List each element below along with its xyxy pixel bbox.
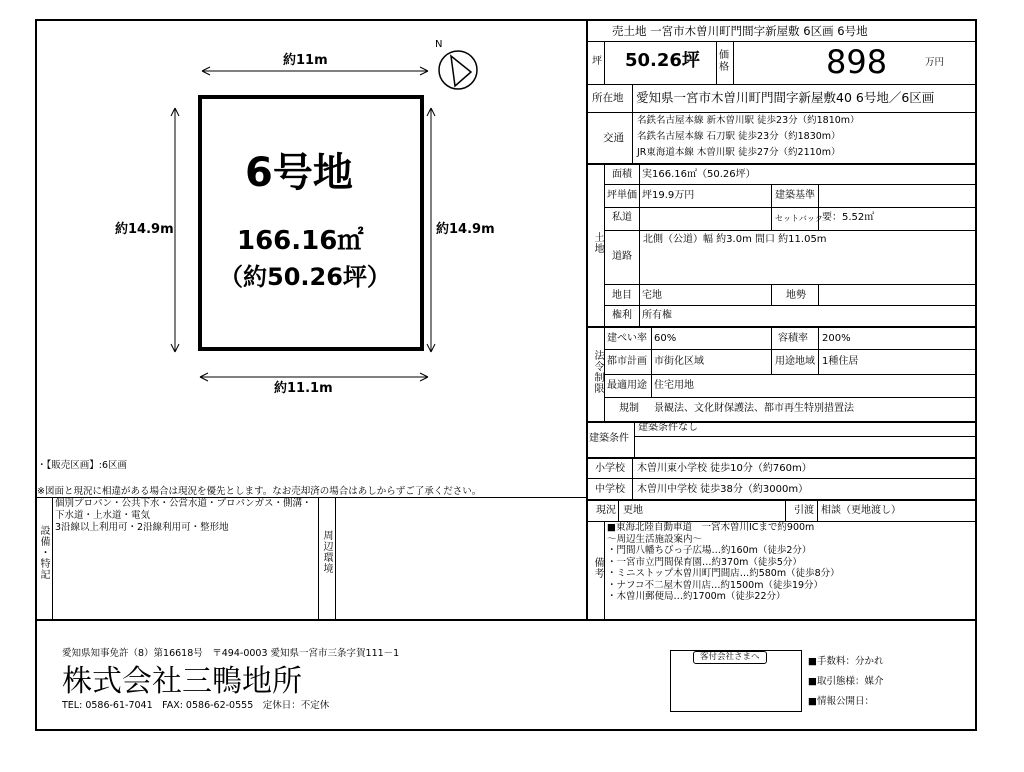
rights-label: 権利 [612,310,632,321]
handover-label: 引渡 [794,505,814,516]
lot-outline [198,95,424,351]
equipment-divider-3 [335,497,336,621]
row-line [587,163,977,165]
setback-label: セットバック [775,214,823,223]
note-line: ■東海北陸自動車道 一宮木曽川ICまで約900m [607,522,815,533]
city-plan-value: 市街化区域 [654,356,704,367]
row-line [604,230,977,231]
location-label: 所在地 [592,92,624,104]
row-line [587,84,977,85]
row-line [604,207,977,208]
disclaimer-note: ※図面と現況に相違がある場合は現況を優先とします。なお売却済の場合はあしからずご了承ください。 [37,486,482,497]
elem-school-value: 木曽川東小学校 徒歩10分（約760m） [637,463,812,474]
top-dimension-label: 約11m [283,53,328,68]
row-line [604,284,977,285]
col-line [651,374,652,397]
col-line [651,326,652,374]
current-status-value: 更地 [623,505,643,516]
row-line [587,41,977,42]
best-use-value: 住宅用地 [654,380,694,391]
equipment-label: 設備・特記 [38,525,49,580]
transport-lines [637,113,860,161]
terrain-label: 地勢 [786,290,806,301]
unit-price-value: 坪19.9万円 [642,190,695,201]
city-plan-label: 都市計画 [607,356,647,367]
col-line [785,499,786,521]
build-cond-value: 建築条件なし [638,422,698,433]
stamp-label: 客付会社さまへ [693,651,767,664]
row-line [587,478,977,479]
rights-value: 所有権 [642,310,672,321]
company-license: 愛知県知事免許（8）第16618号 〒494-0003 愛知県一宮市三条字賀111－1 [62,648,400,659]
row-line [587,499,977,501]
col-line [771,284,772,305]
location-value[interactable]: 愛知県一宮市木曽川町門間字新屋敷40 6号地／6区画 [636,90,935,105]
deal-type: ■取引態様：媒介 [808,676,884,687]
col-line [639,163,640,326]
environment-label: 周辺環境 [321,530,332,574]
junior-school-value: 木曽川中学校 徒歩38分（約3000m） [637,484,809,495]
land-group-label: 土地 [592,232,603,254]
elem-school-label: 小学校 [595,463,625,474]
note-line: ・ミニストップ木曽川町門間店…約580m（徒歩8分） [607,568,840,579]
col-line [632,84,633,112]
right-dimension-arrow [426,106,436,354]
col-line [604,521,605,621]
lot-area: 166.16㎡ [237,226,364,256]
page-title: 売土地 一宮市木曽川町門間字新屋敷 6区画 6号地 [612,24,868,38]
zoning-label: 用途地域 [775,356,815,367]
company-name[interactable]: 株式会社三鴨地所 [62,664,302,699]
col-line [817,499,818,521]
regulation-value: 景観法、文化財保護法、都市再生特別措置法 [654,403,854,414]
row-line [604,349,977,350]
area-value: 実166.16㎡（50.26坪） [642,169,756,180]
far-value: 200% [822,333,851,344]
equipment-line: 3沿線以上利用可・2沿線利用可・整形地 [55,522,229,533]
bcr-value: 60% [654,333,677,344]
publish-date: ■情報公開日： [808,696,874,707]
col-line [604,41,605,84]
law-group-label: 法令制限 [592,350,603,394]
company-contact: TEL: 0586-61-7041 FAX: 0586-62-0555 定休日：不定休 [62,700,330,711]
unit-price-label: 坪単価 [607,190,637,201]
building-std-label: 建築基準 [775,190,815,201]
division-note: ・【販売区画】:6区画 [37,460,127,471]
chimoku-label: 地目 [612,290,632,301]
note-line: ・木曽川郵便局…約1700m（徒歩22分） [607,591,786,602]
chimoku-value: 宅地 [642,290,662,301]
notes-lines [607,522,840,603]
note-line: ・ナフコ不二屋木曽川店…約1500m（徒歩19分） [607,579,824,591]
row-line [604,184,977,185]
private-road-label: 私道 [612,212,632,223]
price-label: 価格 [719,50,729,73]
col-line [818,326,819,374]
left-dimension-label: 約14.9m [115,222,174,237]
row-line [604,374,977,375]
transport-label: 交通 [603,132,624,144]
regulation-label: 規制 [619,403,639,414]
tsubo-label: 坪 [592,56,602,67]
equipment-divider-2 [318,497,319,621]
transport-line: 名鉄名古屋本線 新木曽川駅 徒歩23分（約1810m） [637,115,860,126]
current-status-label: 現況 [596,505,616,516]
note-line: ・一宮市立門間保育園…約370m（徒歩5分） [607,556,802,568]
center-divider [586,19,588,621]
area-label: 面積 [612,169,632,180]
setback-value: 要：5.52㎡ [822,212,875,223]
best-use-label: 最適用途 [607,380,647,391]
far-label: 容積率 [778,333,808,344]
row-line [634,436,977,437]
right-dimension-label: 約14.9m [436,222,495,237]
road-value: 北側（公道）幅 約3.0m 間口 約11.05m [643,234,827,245]
transport-line: 名鉄名古屋本線 石刀駅 徒歩23分（約1830m） [637,131,841,142]
col-line [632,112,633,163]
col-line [604,163,605,326]
col-line [771,326,772,374]
col-line [733,41,734,84]
equipment-line: 個別プロパン・公共下水・公営水道・プロパンガス・側溝・ [55,498,312,509]
equipment-lines [55,498,312,534]
road-label: 道路 [612,251,632,262]
junior-school-label: 中学校 [595,484,625,495]
note-line: 〜周辺生活施設案内〜 [607,533,703,545]
tsubo-value: 50.26坪 [625,50,700,71]
north-label: N [435,39,443,50]
bcr-label: 建ぺい率 [607,333,647,344]
note-line: ・門間八幡ちびっ子広場…約160m（徒歩2分） [607,545,812,556]
row-line [604,397,977,398]
equipment-line: 下水道・上水道・電気 [55,510,151,521]
build-cond-label: 建築条件 [589,433,629,444]
equipment-divider-1 [52,497,53,621]
row-line [604,305,977,306]
col-line [634,421,635,457]
lot-tsubo: （約50.26坪） [219,263,391,291]
lot-name: 6号地 [245,150,353,196]
row-line [587,457,977,459]
bottom-dimension-label: 約11.1m [274,381,333,396]
handover-value: 相談（更地渡し） [821,505,901,516]
fee-info: ■手数料：分かれ [808,656,884,667]
col-line [716,41,717,84]
notes-label: 備考 [592,557,603,579]
price-value[interactable]: 898 [826,43,888,81]
transport-line: JR東海道本線 木曽川駅 徒歩27分（約2110m） [637,147,841,158]
zoning-value: 1種住居 [822,356,859,367]
price-unit: 万円 [925,57,945,68]
row-line [587,326,977,328]
col-line [818,284,819,305]
col-line [618,499,619,521]
